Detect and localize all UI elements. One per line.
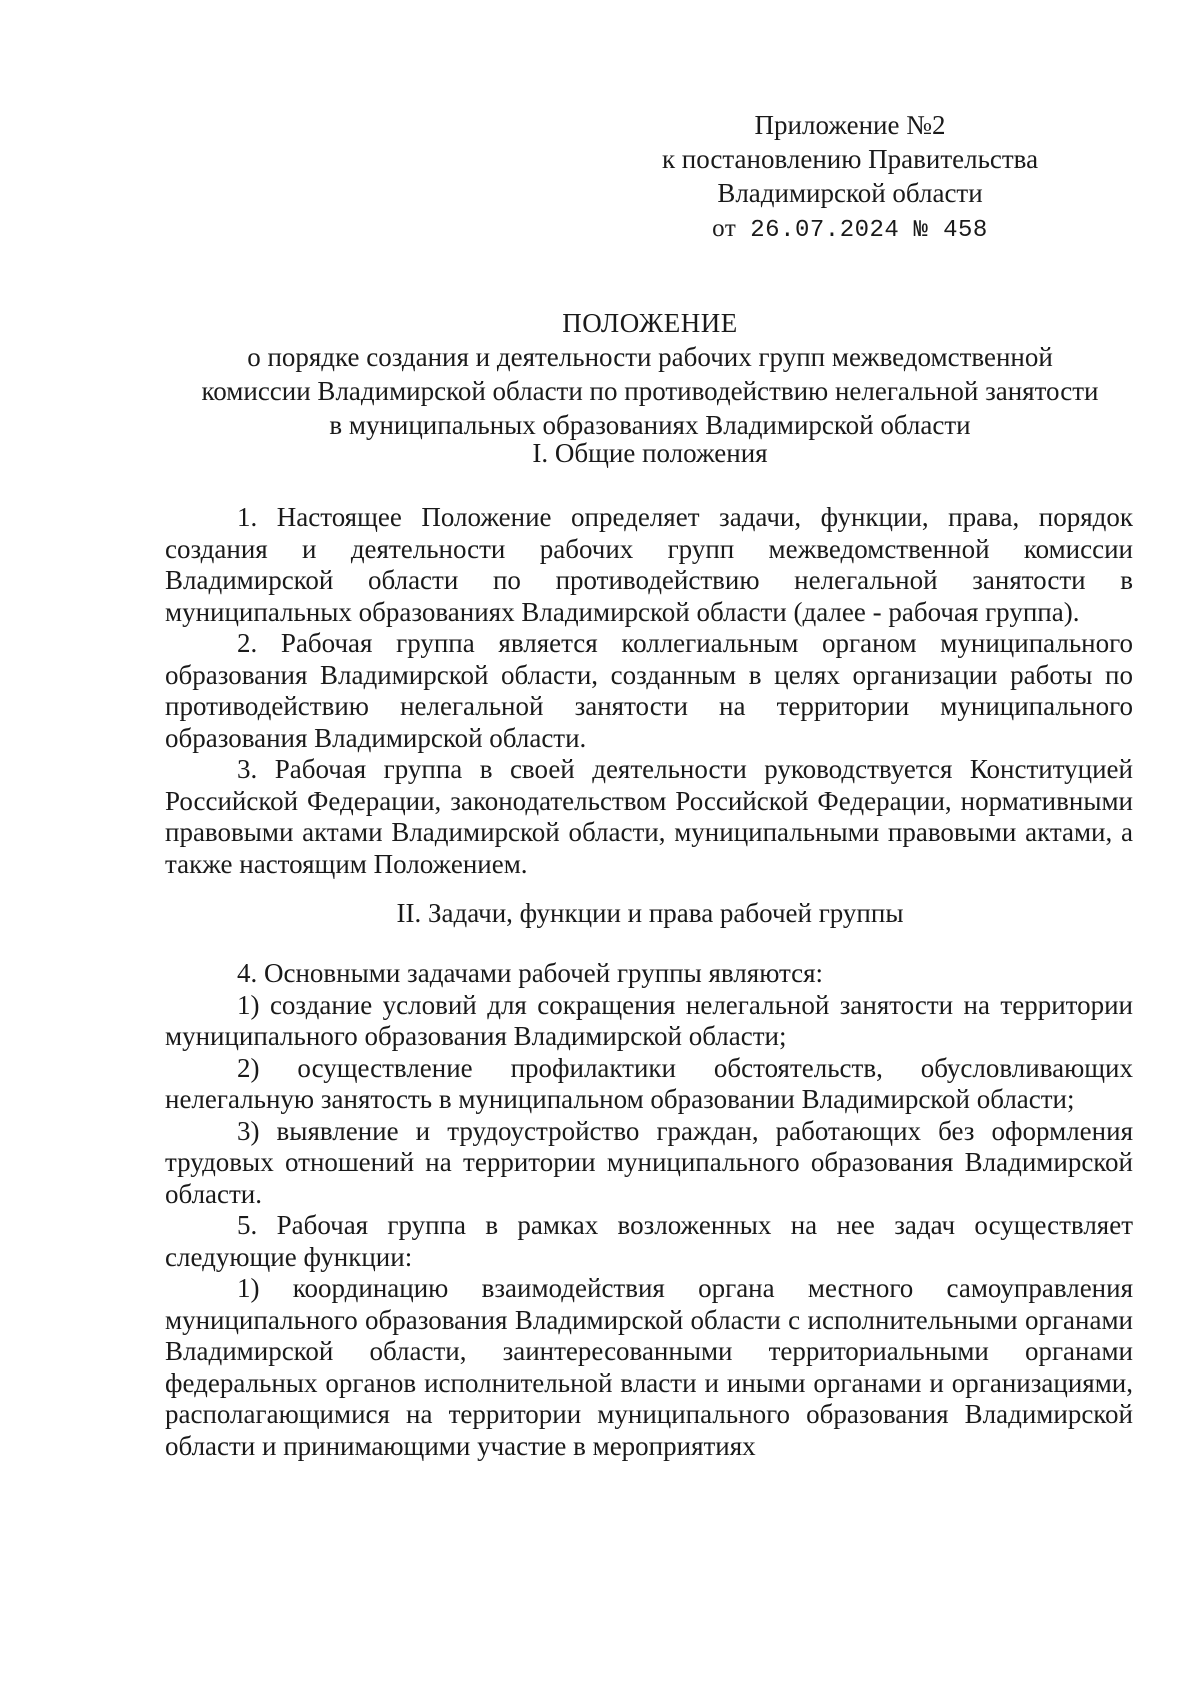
list-item: 3) выявление и трудоустройство граждан, работающих без оформления трудовых отношений на территории муниципального образования Владимирской области. (165, 1115, 1133, 1209)
list-item: 1) координацию взаимодействия органа местного самоуправления муниципального образования Владимирской области с исполнительными органами Владимирской области, заинтересованными территориальными органами федеральных органов исполнительной власти и иными органами и организациями, располагающимися на территории муниципального образования Владимирской области и принимающими участие в мероприятиях (165, 1273, 1133, 1461)
document-subtitle-line: комиссии Владимирской области по противодействию нелегальной занятости (201, 376, 1099, 406)
document-subtitle-line: о порядке создания и деятельности рабочих групп межведомственной (247, 342, 1053, 372)
document-subtitle-line: в муниципальных образованиях Владимирской области (329, 410, 971, 440)
decree-date: 26.07.2024 (750, 217, 900, 244)
appendix-date-line (620, 212, 1080, 248)
list-item: 1) создание условий для сокращения нелегальной занятости на территории муниципального образования Владимирской области; (165, 989, 1133, 1051)
paragraph: 3. Рабочая группа в своей деятельности руководствуется Конституцией Российской Федерации, законодательством Российской Федерации, нормативными правовыми актами Владимирской области, муниципальными правовыми актами, а также настоящим Положением. (165, 754, 1133, 879)
date-prefix: от (712, 215, 737, 242)
paragraph: 5. Рабочая группа в рамках возложенных на нее задач осуществляет следующие функции: (165, 1210, 1133, 1272)
paragraph: 2. Рабочая группа является коллегиальным органом муниципального образования Владимирской области, созданным в целях организации работы по противодействию нелегальной занятости на территории муниципального образования Владимирской области. (165, 628, 1133, 753)
list-item: 2) осуществление профилактики обстоятельств, обусловливающих нелегальную занятость в муниципальном образовании Владимирской области; (165, 1052, 1133, 1114)
section-body-general (165, 502, 1133, 880)
appendix-region: Владимирской области (717, 178, 983, 208)
paragraph: 4. Основными задачами рабочей группы являются: (237, 958, 824, 988)
section-body-tasks (165, 958, 1133, 1462)
appendix-header (620, 108, 1080, 248)
section-heading-general: I. Общие положения (532, 438, 768, 468)
appendix-reference: к постановлению Правительства (661, 144, 1039, 174)
paragraph: 1. Настоящее Положение определяет задачи, функции, права, порядок создания и деятельности рабочих групп межведомственной комиссии Владимирской области по противодействию нелегальной занятости в муниципальных образованиях Владимирской области (далее - рабочая группа). (165, 502, 1133, 627)
document-title: ПОЛОЖЕНИЕ (562, 308, 738, 338)
document-title-block (150, 306, 1150, 442)
section-heading-tasks: II. Задачи, функции и права рабочей группы (396, 898, 904, 928)
decree-number: № 458 (913, 217, 988, 244)
appendix-number: Приложение №2 (754, 110, 946, 140)
